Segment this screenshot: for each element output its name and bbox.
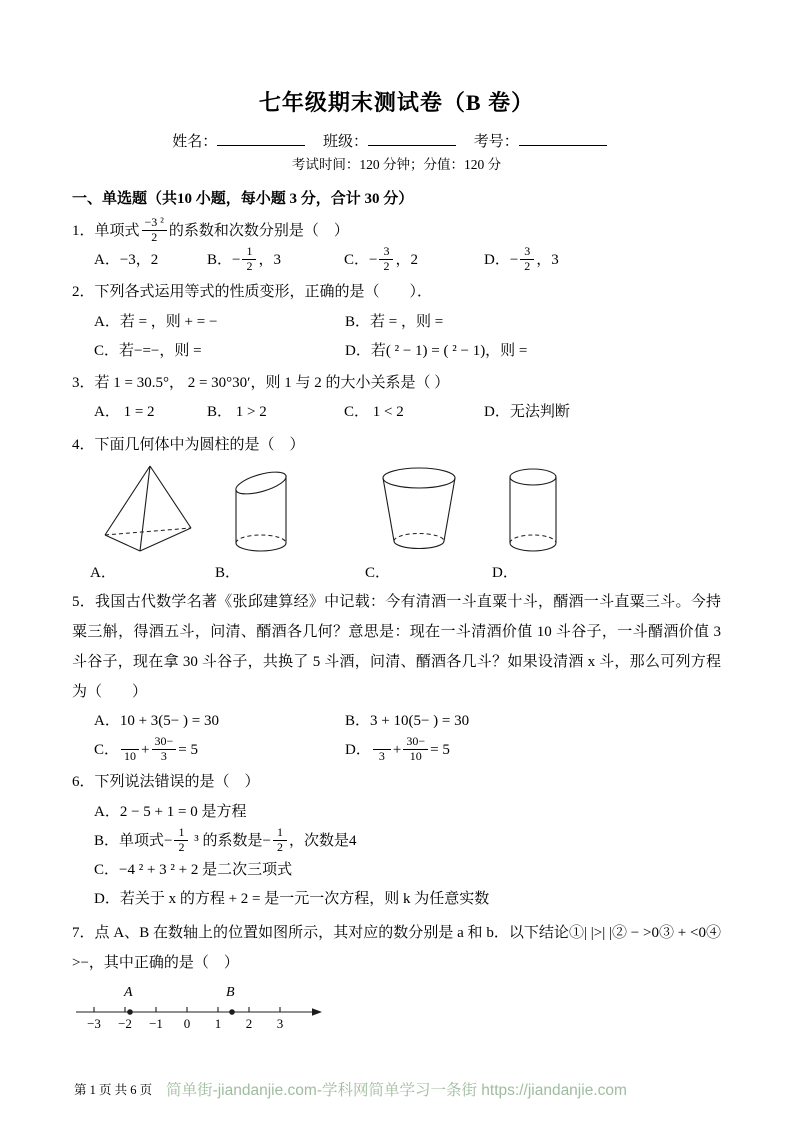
q5-option-c-fraction-1 bbox=[121, 735, 139, 764]
q5-d-f1-denominator: 3 bbox=[378, 749, 385, 764]
q5-d-f2-denominator: 10 bbox=[409, 749, 422, 764]
tick-label: 1 bbox=[214, 1015, 222, 1031]
q5-option-d-pre: D． bbox=[345, 742, 371, 759]
q3-option-b: B． 1 > 2 bbox=[207, 404, 267, 421]
point-b-label: B bbox=[226, 984, 235, 1000]
q5-option-c-plus: + bbox=[141, 742, 150, 759]
q7-stem: 7．点 A、B 在数轴上的位置如图所示，其对应的数分别是 a 和 b．以下结论①| |>| |② − >0③ + <0④ >−，其中正确的是（ ） bbox=[72, 924, 721, 971]
q4-figures bbox=[72, 463, 721, 584]
q2-options-row-1 bbox=[72, 308, 721, 337]
q3-option-a: A． 1 = 2 bbox=[94, 404, 155, 421]
q1-option-c bbox=[344, 246, 484, 275]
question-1 bbox=[72, 217, 721, 276]
q5-option-c-post: = 5 bbox=[178, 742, 198, 759]
q2-option-c: C．若−=−，则 = bbox=[94, 342, 202, 359]
q2-option-a: A．若 = ，则 + = − bbox=[94, 313, 218, 330]
q5-option-d-fraction-1 bbox=[373, 735, 391, 764]
frustum-figure bbox=[377, 463, 462, 555]
q1-stem-post: 的系数和次数分别是（ ） bbox=[168, 222, 349, 239]
q1-option-d bbox=[484, 246, 721, 275]
q6-stem: 6．下列说法错误的是（ ） bbox=[72, 774, 260, 791]
question-3 bbox=[72, 369, 721, 428]
q5-options-row-2 bbox=[72, 736, 721, 765]
page-title: 七年级期末测试卷（B 卷） bbox=[258, 90, 535, 115]
question-7 bbox=[72, 918, 721, 1039]
q1-option-b-denominator: 2 bbox=[246, 259, 253, 274]
question-5 bbox=[72, 587, 721, 766]
q5-c-f2-numerator: 30− bbox=[152, 735, 177, 750]
q1-option-b bbox=[207, 246, 344, 275]
q1-option-b-numerator: 1 bbox=[242, 245, 256, 260]
q5-c-f2-denominator: 3 bbox=[160, 749, 167, 764]
page-number: 第 1 页 共 6 页 bbox=[74, 1083, 153, 1097]
q4-label-b: B． bbox=[215, 564, 241, 581]
q6-option-a: A．2 − 5 + 1 = 0 是方程 bbox=[94, 803, 247, 820]
q4-label-a: A． bbox=[90, 564, 116, 581]
examno-blank-line bbox=[519, 131, 607, 146]
q1-option-d-numerator: 3 bbox=[520, 245, 534, 260]
q1-option-b-post: ，3 bbox=[258, 252, 281, 269]
q6-option-c: C．−4 ² + 3 ² + 2 是二次三项式 bbox=[94, 862, 293, 879]
q1-option-d-fraction bbox=[520, 245, 534, 274]
q6-option-b-post: ，次数是4 bbox=[288, 832, 357, 849]
q1-option-d-post: ，3 bbox=[536, 252, 559, 269]
exam-meta: 考试时间：120 分钟；分值：120 分 bbox=[291, 157, 502, 172]
q5-option-b: B．3 + 10(5− ) = 30 bbox=[345, 712, 470, 729]
q5-d-f1-numerator bbox=[373, 735, 391, 750]
q3-stem: 3．若 1 = 30.5°， 2 = 30°30′，则 1 与 2 的大小关系是（ ） bbox=[72, 375, 450, 392]
q1-option-c-fraction bbox=[379, 245, 393, 274]
q2-option-d: D．若( ² − 1) = ( ² − 1)，则 = bbox=[345, 342, 528, 359]
q6-option-d: D．若关于 x 的方程 + 2 = 是一元一次方程，则 k 为任意实数 bbox=[94, 891, 490, 908]
tick-label: −2 bbox=[118, 1015, 132, 1031]
q5-option-d-post: = 5 bbox=[430, 742, 450, 759]
q6-b-f2-denominator: 2 bbox=[276, 839, 283, 854]
tick-label: 3 bbox=[276, 1015, 284, 1031]
section1-header: 一、单选题（共10 小题，每小题 3 分，合计 30 分） bbox=[72, 191, 414, 208]
q5-option-d-fraction-2 bbox=[403, 735, 428, 764]
q5-option-a: A．10 + 3(5− ) = 30 bbox=[94, 712, 219, 729]
tick-label: −1 bbox=[149, 1015, 163, 1031]
q5-c-f1-denominator: 10 bbox=[124, 749, 137, 764]
q2-option-b: B．若 = ，则 = bbox=[345, 313, 444, 330]
q4-label-d: D． bbox=[492, 564, 518, 581]
question-6 bbox=[72, 768, 721, 914]
q7-figure bbox=[72, 982, 721, 1039]
q1-option-a: A．−3，2 bbox=[94, 252, 159, 269]
q6-option-b-mid: ³ 的系数是− bbox=[190, 832, 271, 849]
watermark-text: 简单街-jiandanjie.com-学科网简单学习一条街 https://jiandanjie.com bbox=[166, 1082, 627, 1099]
name-blank-line bbox=[217, 131, 305, 146]
tick-label: −3 bbox=[87, 1015, 101, 1031]
q1-option-c-numerator: 3 bbox=[379, 245, 393, 260]
tick-label: 2 bbox=[245, 1015, 253, 1031]
q4-figure-d bbox=[492, 463, 562, 582]
pyramid-figure bbox=[102, 463, 197, 555]
q5-option-c bbox=[94, 736, 345, 765]
q4-label-c: C． bbox=[365, 564, 391, 581]
q5-d-f2-numerator: 30− bbox=[403, 735, 428, 750]
q4-stem: 4．下面几何体中为圆柱的是（ ） bbox=[72, 436, 305, 453]
q3-option-d: D．无法判断 bbox=[484, 404, 570, 421]
point-a-dot bbox=[127, 1009, 133, 1015]
q2-stem: 2．下列各式运用等式的性质变形，正确的是（ ）． bbox=[72, 284, 433, 301]
q1-option-c-denominator: 2 bbox=[383, 259, 390, 274]
q6-option-b bbox=[72, 827, 721, 856]
q6-b-f1-numerator: 1 bbox=[174, 826, 188, 841]
name-label: 姓名： bbox=[172, 134, 218, 150]
q1-fraction-numerator: −3 ² bbox=[142, 216, 167, 231]
q5-c-f1-numerator bbox=[121, 735, 139, 750]
q4-figure-b bbox=[215, 463, 297, 582]
q5-option-c-fraction-2 bbox=[152, 735, 177, 764]
student-info-line bbox=[72, 130, 721, 151]
q4-figure-a bbox=[90, 463, 197, 582]
q2-options-row-2 bbox=[72, 337, 721, 366]
q1-option-d-pre: D．− bbox=[484, 252, 519, 269]
q3-options bbox=[72, 398, 721, 427]
q5-option-d-plus: + bbox=[392, 742, 402, 759]
q6-b-f2-numerator: 1 bbox=[273, 826, 287, 841]
q3-option-c: C． 1 < 2 bbox=[344, 404, 404, 421]
class-label: 班级： bbox=[322, 134, 368, 150]
examno-label: 考号： bbox=[473, 134, 519, 150]
q1-fraction-denominator: 2 bbox=[151, 229, 158, 244]
q5-options-row-1 bbox=[72, 707, 721, 736]
question-2 bbox=[72, 278, 721, 366]
point-b-dot bbox=[229, 1009, 235, 1015]
q6-option-b-fraction-1 bbox=[174, 826, 188, 855]
q5-option-c-pre: C． bbox=[94, 742, 120, 759]
q5-option-d bbox=[345, 736, 721, 765]
q1-option-c-pre: C．− bbox=[344, 252, 378, 269]
q5-stem: 5．我国古代数学名著《张邱建算经》中记载：今有清酒一斗直粟十斗，醑酒一斗直粟三斗。今持粟三斛，得酒五斗，问清、醑酒各几何？意思是：现在一斗清酒价值 10 斗谷子，一斗醑酒价值 3 斗谷子，现在拿 30 斗谷子，共换了 5 斗酒，问清、醑酒各几斗？如果设清酒 x 斗，那么可列方程为（ ） bbox=[72, 593, 721, 700]
cylinder-figure bbox=[504, 463, 562, 555]
q1-stem bbox=[72, 217, 721, 246]
point-a-label: A bbox=[124, 984, 133, 1000]
q1-stem-pre: 1．单项式 bbox=[72, 222, 140, 239]
q6-b-f1-denominator: 2 bbox=[178, 839, 185, 854]
q4-figure-c bbox=[365, 463, 462, 582]
question-4 bbox=[72, 431, 721, 584]
oblique-cylinder-figure bbox=[227, 463, 297, 555]
q1-option-c-post: ，2 bbox=[395, 252, 418, 269]
q1-options bbox=[72, 246, 721, 275]
q1-option-b-pre: B．− bbox=[207, 252, 241, 269]
q6-option-b-pre: B．单项式− bbox=[94, 832, 173, 849]
q6-option-b-fraction-2 bbox=[273, 826, 287, 855]
tick-label: 0 bbox=[183, 1015, 191, 1031]
class-blank-line bbox=[368, 131, 456, 146]
q1-fraction bbox=[142, 216, 167, 245]
number-line-figure bbox=[72, 982, 324, 1034]
q1-option-b-fraction bbox=[242, 245, 256, 274]
number-line-arrowhead bbox=[312, 1008, 322, 1016]
q1-option-d-denominator: 2 bbox=[524, 259, 531, 274]
